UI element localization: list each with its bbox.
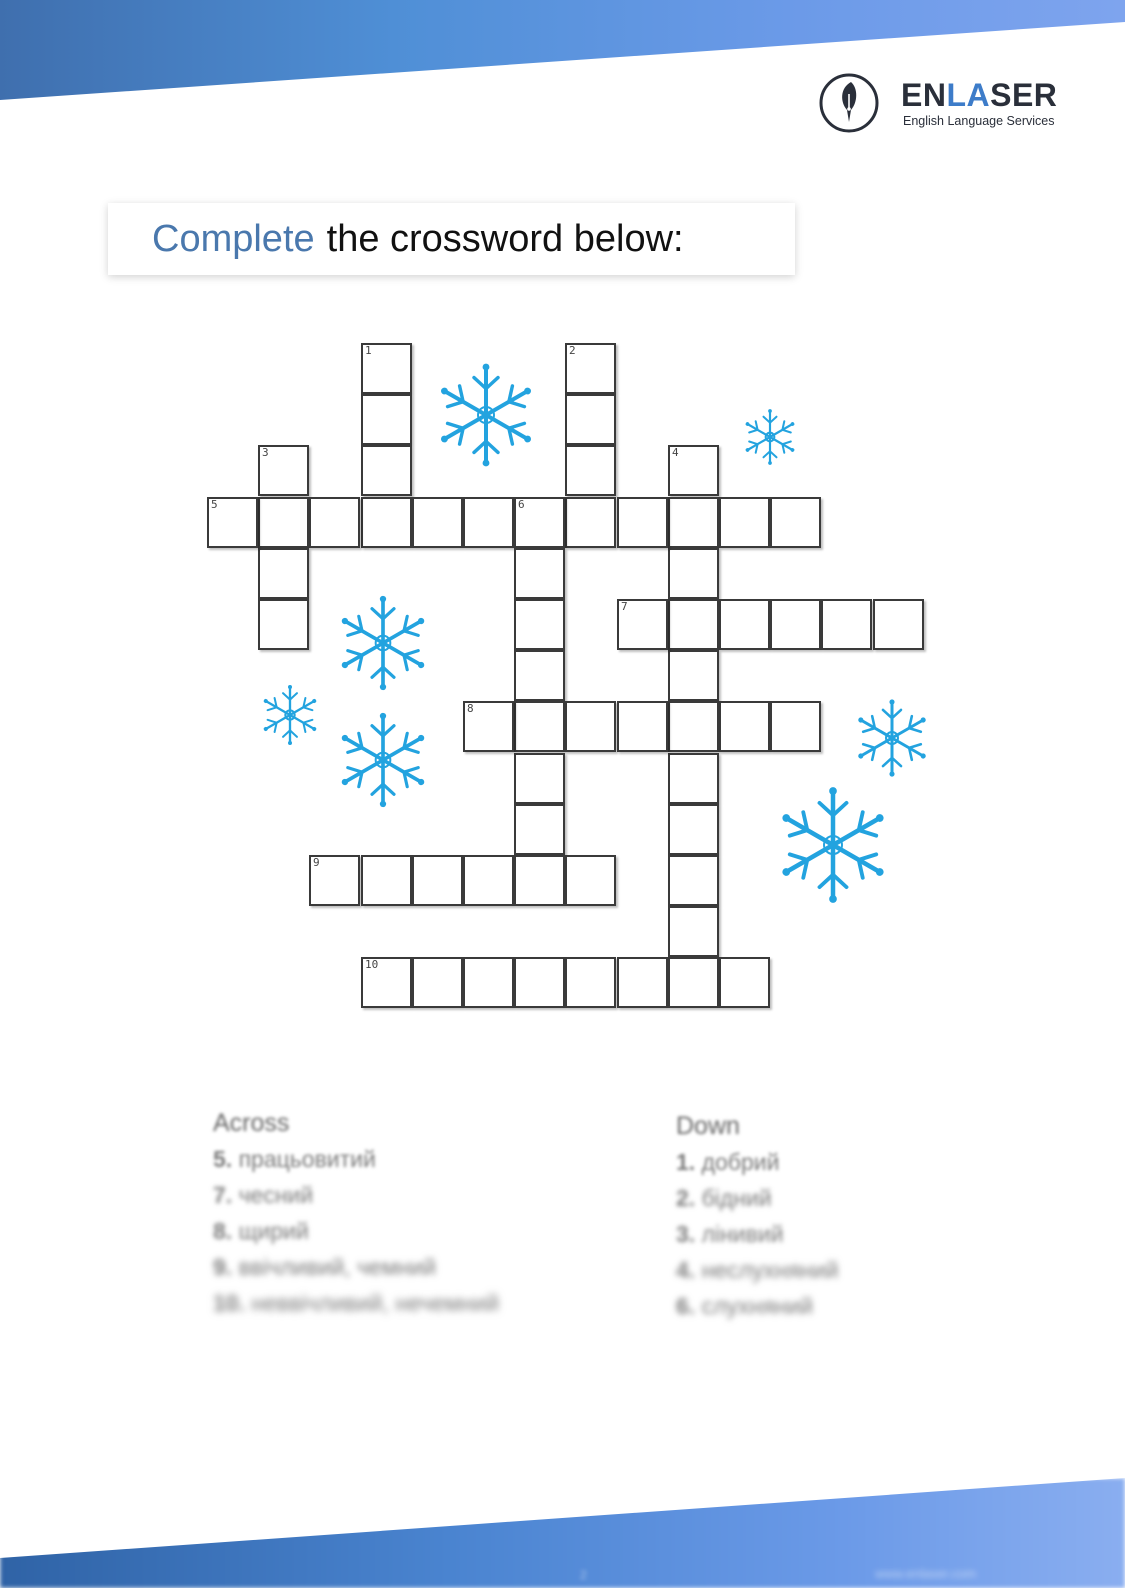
clue-number: 2	[569, 344, 576, 357]
crossword-cell[interactable]	[565, 497, 616, 548]
crossword-cell[interactable]	[463, 497, 514, 548]
crossword-cell[interactable]	[873, 599, 924, 650]
crossword-cell[interactable]	[565, 855, 616, 906]
clue-down-1: 1. добрий	[676, 1149, 780, 1175]
crossword-cell[interactable]	[668, 804, 719, 855]
crossword-cell[interactable]	[412, 957, 463, 1008]
crossword-cell[interactable]	[668, 445, 719, 496]
crossword-cell[interactable]	[463, 957, 514, 1008]
crossword-cell[interactable]	[514, 753, 565, 804]
clue-number: 7	[621, 600, 628, 613]
crossword-cell[interactable]	[565, 701, 616, 752]
crossword-cell[interactable]	[719, 497, 770, 548]
snowflake-icon	[258, 683, 322, 747]
down-heading: Down	[676, 1112, 740, 1140]
crossword-cell[interactable]	[514, 957, 565, 1008]
crossword-cell[interactable]	[361, 957, 412, 1008]
clue-number: 10	[365, 958, 379, 971]
clue-number: 8	[467, 702, 474, 715]
crossword-cell[interactable]	[361, 497, 412, 548]
crossword-cell[interactable]	[668, 701, 719, 752]
crossword-cell[interactable]	[617, 497, 668, 548]
crossword-cell[interactable]	[207, 497, 258, 548]
page-number: 2	[580, 1568, 587, 1582]
crossword-cell[interactable]	[361, 855, 412, 906]
crossword-cell[interactable]	[565, 957, 616, 1008]
clue-number: 5	[211, 498, 218, 511]
crossword-cell[interactable]	[617, 701, 668, 752]
crossword-cell[interactable]	[361, 343, 412, 394]
crossword-cell[interactable]	[258, 497, 309, 548]
clue-across-8: 8. щирий	[213, 1218, 309, 1244]
crossword-cell[interactable]	[514, 599, 565, 650]
snowflake-icon	[434, 363, 538, 467]
title-highlight: Complete	[152, 217, 315, 260]
clue-across-7: 7. чесний	[213, 1182, 314, 1208]
snowflake-icon	[335, 712, 431, 808]
crossword-cell[interactable]	[668, 497, 719, 548]
clue-down-3: 3. лінивий	[676, 1221, 784, 1247]
crossword-cell[interactable]	[617, 599, 668, 650]
crossword-cell[interactable]	[617, 957, 668, 1008]
crossword-cell[interactable]	[770, 701, 821, 752]
crossword-cell[interactable]	[821, 599, 872, 650]
crossword-cell[interactable]	[309, 855, 360, 906]
clue-number: 6	[518, 498, 525, 511]
down-clues	[676, 1108, 839, 1324]
clue-down-6: 6. слухняний	[676, 1293, 814, 1319]
clue-number: 9	[313, 856, 320, 869]
crossword-cell[interactable]	[668, 957, 719, 1008]
crossword-cell[interactable]	[412, 497, 463, 548]
crossword-cell[interactable]	[514, 650, 565, 701]
crossword-cell[interactable]	[258, 599, 309, 650]
clue-down-4: 4. неслухняний	[676, 1257, 839, 1283]
clue-number: 4	[672, 446, 679, 459]
crossword-cell[interactable]	[361, 394, 412, 445]
snowflake-icon	[852, 698, 932, 778]
crossword-cell[interactable]	[565, 445, 616, 496]
clue-number: 1	[365, 344, 372, 357]
crossword-cell[interactable]	[514, 548, 565, 599]
crossword-cell[interactable]	[412, 855, 463, 906]
across-heading: Across	[213, 1109, 290, 1137]
snowflake-icon	[335, 595, 431, 691]
crossword-cell[interactable]	[668, 599, 719, 650]
crossword-cell[interactable]	[514, 804, 565, 855]
crossword-cell[interactable]	[668, 855, 719, 906]
crossword-cell[interactable]	[514, 701, 565, 752]
crossword-cell[interactable]	[668, 548, 719, 599]
snowflake-icon	[775, 787, 891, 903]
clue-across-5: 5. працьовитий	[213, 1146, 376, 1172]
crossword-cell[interactable]	[668, 906, 719, 957]
crossword-cell[interactable]	[668, 650, 719, 701]
snowflake-icon	[740, 407, 800, 467]
crossword-cell[interactable]	[719, 599, 770, 650]
clue-number: 3	[262, 446, 269, 459]
across-clues	[213, 1105, 499, 1321]
crossword-cell[interactable]	[668, 753, 719, 804]
crossword-cell[interactable]	[514, 497, 565, 548]
clue-down-2: 2. бідний	[676, 1185, 772, 1211]
crossword-cell[interactable]	[770, 497, 821, 548]
crossword-cell[interactable]	[565, 394, 616, 445]
crossword-cell[interactable]	[463, 701, 514, 752]
crossword-cell[interactable]	[719, 957, 770, 1008]
title-rest: the crossword below:	[326, 217, 684, 260]
crossword-cell[interactable]	[565, 343, 616, 394]
crossword-cell[interactable]	[770, 599, 821, 650]
crossword-cell[interactable]	[719, 701, 770, 752]
clue-across-10: 10. неввічливий, нечемний	[213, 1290, 500, 1316]
crossword-cell[interactable]	[514, 855, 565, 906]
brand-tagline: English Language Services	[903, 114, 1055, 128]
brand-name: ENLASER	[901, 77, 1058, 113]
crossword-cell[interactable]	[361, 445, 412, 496]
clue-across-9: 9. ввічливий, чемний	[213, 1254, 437, 1280]
footer-website: www.enlaser.com	[875, 1566, 977, 1581]
crossword-cell[interactable]	[309, 497, 360, 548]
crossword-cell[interactable]	[463, 855, 514, 906]
crossword-cell[interactable]	[258, 445, 309, 496]
crossword-cell[interactable]	[258, 548, 309, 599]
